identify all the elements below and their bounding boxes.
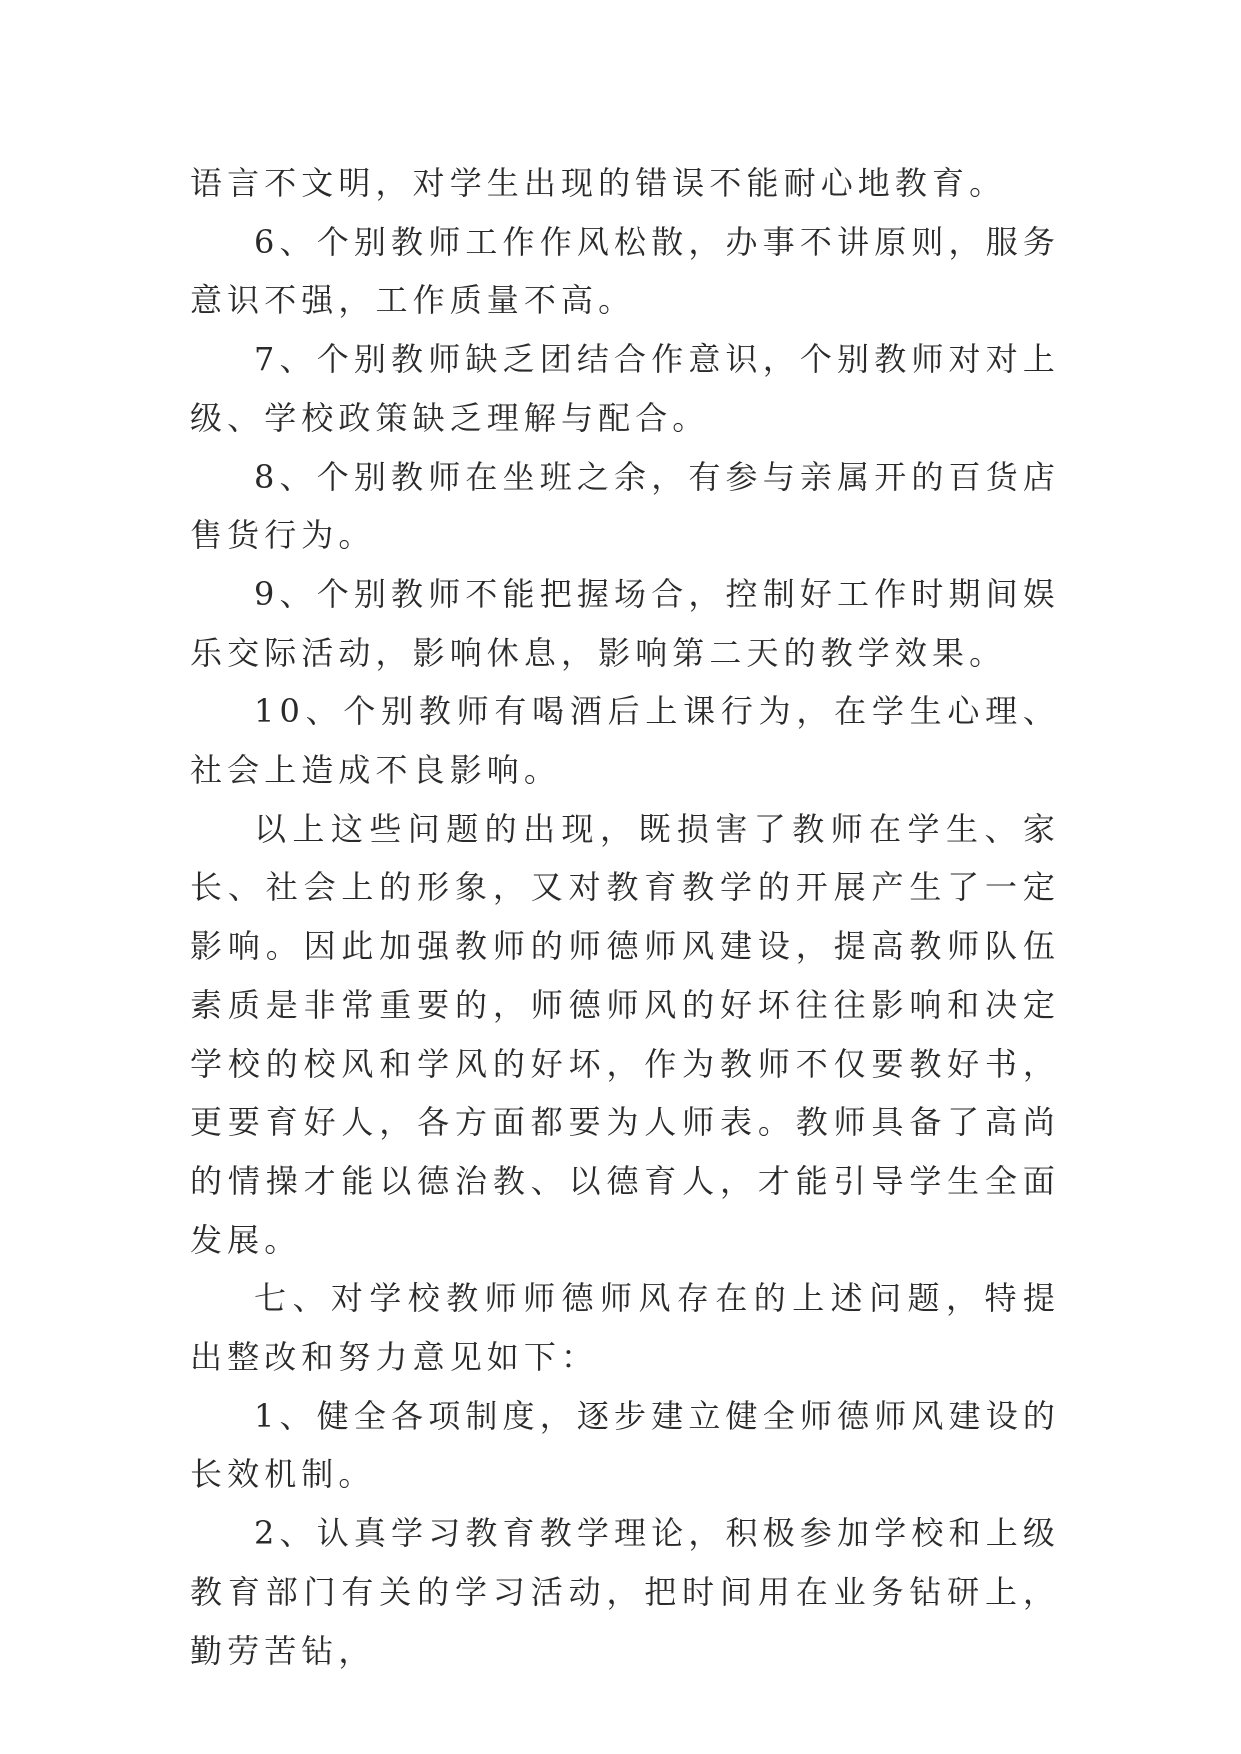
paragraph-item-7: 7、个别教师缺乏团结合作意识，个别教师对对上级、学校政策缺乏理解与配合。: [190, 340, 1060, 437]
document-body: [190, 154, 1060, 1680]
paragraph-item-6: 6、个别教师工作作风松散，办事不讲原则，服务意识不强，工作质量不高。: [190, 222, 1060, 320]
paragraph-measure-2: 2、认真学习教育教学理论，积极参加学校和上级教育部门有关的学习活动，把时间用在业务钻研上，勤劳苦钻，: [190, 1514, 1060, 1670]
paragraph-1: 语言不文明，对学生出现的错误不能耐心地教育。: [190, 164, 1007, 202]
paragraph-item-10: 10、个别教师有喝酒后上课行为，在学生心理、社会上造成不良影响。: [190, 692, 1060, 790]
paragraph-item-8: 8、个别教师在坐班之余，有参与亲属开的百货店售货行为。: [190, 457, 1060, 555]
paragraph-measure-1: 1、健全各项制度，逐步建立健全师德师风建设的长效机制。: [190, 1396, 1060, 1494]
paragraph-summary: 以上这些问题的出现，既损害了教师在学生、家长、社会上的形象，又对教育教学的开展产生了一定影响。因此加强教师的师德师风建设，提高教师队伍素质是非常重要的，师德师风的好坏往往影响和决定学校的校风和学风的好坏，作为教师不仅要教好书，更要育好人，各方面都要为人师表。教师具备了高尚的情操才能以德治教、以德育人，才能引导学生全面发展。: [190, 809, 1060, 1259]
section-heading-7: 七、对学校教师师德师风存在的上述问题，特提出整改和努力意见如下：: [190, 1279, 1060, 1377]
paragraph-item-9: 9、个别教师不能把握场合，控制好工作时期间娱乐交际活动，影响休息，影响第二天的教学效果。: [190, 574, 1060, 672]
